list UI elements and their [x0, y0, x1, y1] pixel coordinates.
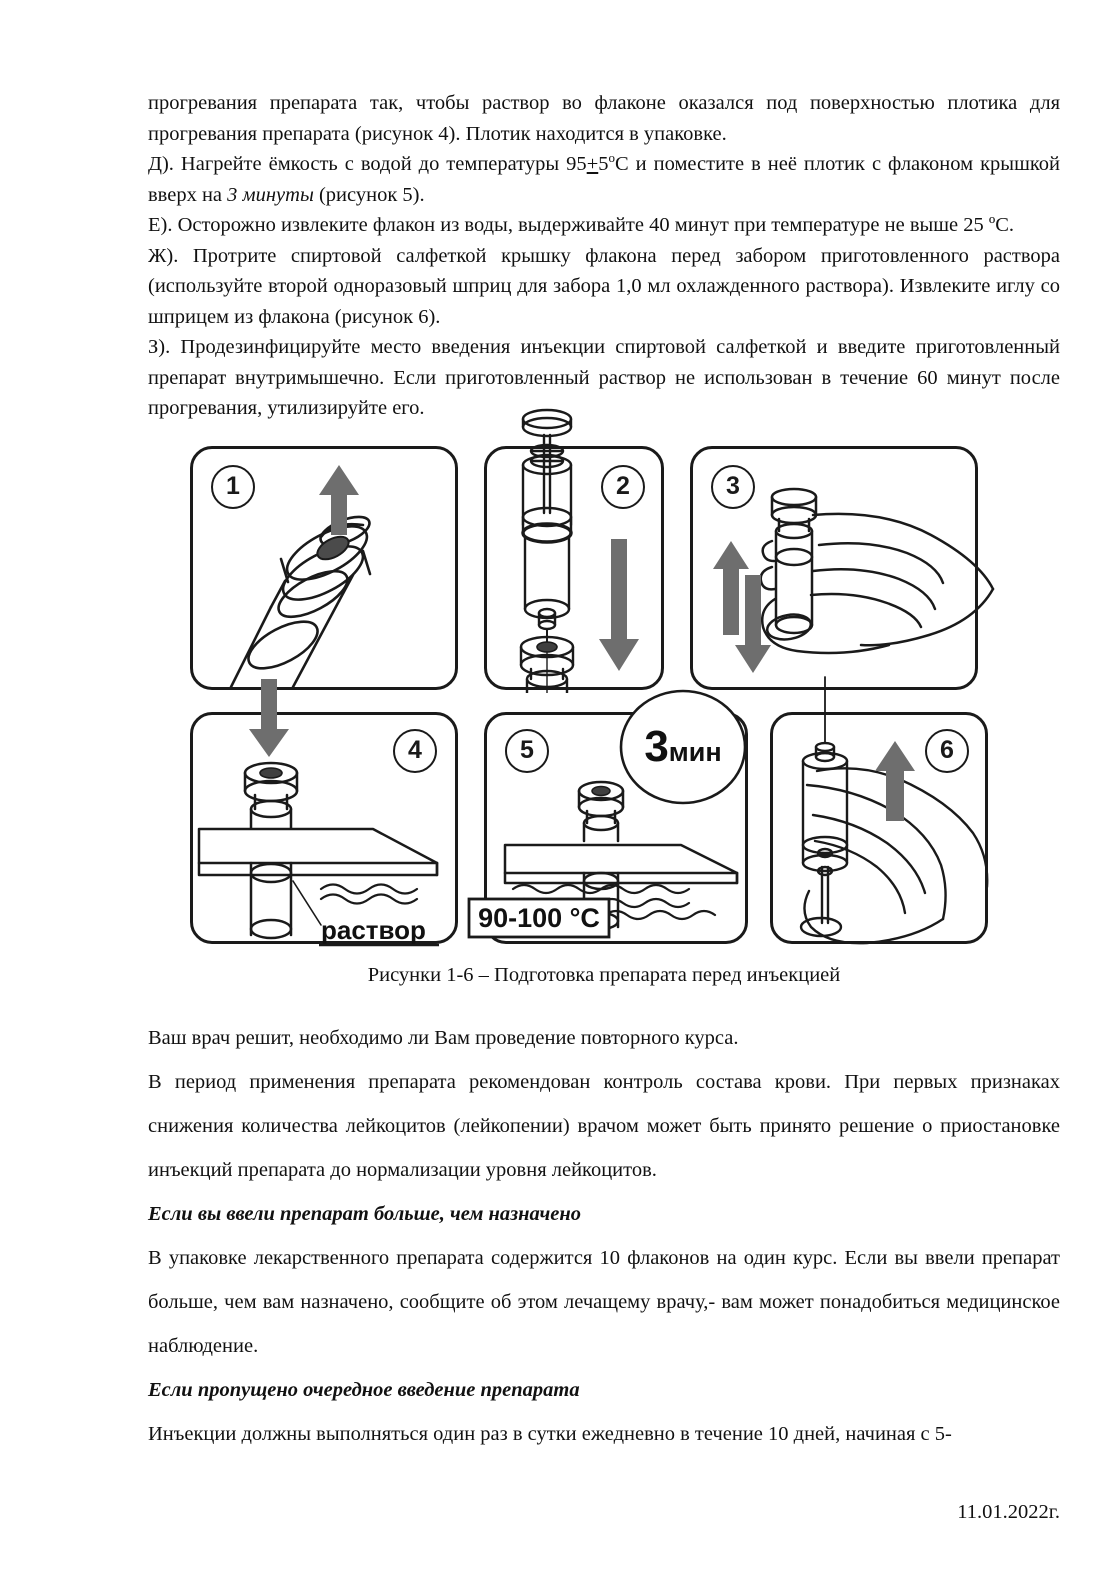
- figure-row-top: [190, 446, 1010, 690]
- degree-mark: о: [608, 150, 615, 166]
- figure-row-bottom: [190, 712, 1010, 944]
- paragraph-doctor: Ваш врач решит, необходимо ли Вам проведение повторного курса.: [148, 1026, 739, 1049]
- panel-5-illustration: [465, 675, 765, 947]
- figure-panel-3: [690, 446, 978, 690]
- arrow-down-icon: [599, 539, 639, 671]
- paragraph-d-prefix: Д). Нагрейте ёмкость с водой до температуры 95: [148, 153, 587, 175]
- arrow-down-icon: [249, 679, 289, 757]
- time-value: 3: [644, 721, 669, 771]
- arrow-down-icon: [735, 575, 771, 673]
- paragraph-continuation: прогревания препарата так, чтобы раствор во флаконе оказался под поверхностью плотика для прогревания препарата (рисунок 4). Плотик находится в упаковке.: [148, 92, 1060, 145]
- panel-number-3: 3: [711, 465, 755, 509]
- panel-number-1: 1: [211, 465, 255, 509]
- figure-panel-5: [478, 712, 748, 944]
- figure-panel-2: [484, 446, 664, 690]
- figure-panel-4: [190, 712, 458, 944]
- panel-4-illustration: [193, 677, 461, 947]
- figure-panel-6: [770, 712, 988, 944]
- paragraph-d-unit: С и поместите в неё плотик с флаконом крышкой вверх на: [148, 153, 1061, 206]
- figure-caption: Рисунки 1-6 – Подготовка препарата перед инъекцией: [367, 963, 841, 986]
- panel-number-5: 5: [505, 729, 549, 773]
- heading-missed-dose: Если пропущено очередное введение препарата: [148, 1378, 580, 1401]
- paragraph-d-suffix: (рисунок 5).: [313, 183, 425, 206]
- panel-6-illustration: [773, 675, 1023, 947]
- paragraph-overdose: В упаковке лекарственного препарата содержится 10 флаконов на один курс. Если вы ввели препарат больше, чем вам назначено, сообщите об этом лечащему врачу,- вам может понадобиться медицинское наблюдение.: [148, 1246, 1060, 1357]
- time-unit: мин: [668, 736, 722, 767]
- paragraph-blood-control: В период применения препарата рекомендован контроль состава крови. При первых признаках снижения количества лейкоцитов (лейкопении) врачом может быть принято решение о приостановке инъекций препарата до нормализации уровня лейкоцитов.: [148, 1070, 1060, 1181]
- paragraph-e: Е). Осторожно извлеките флакон из воды, выдерживайте 40 минут при температуре не выше 25 ºС.: [148, 214, 1015, 236]
- plus-minus-sign: +: [586, 153, 599, 175]
- panel-number-2: 2: [601, 465, 645, 509]
- arrow-up-icon: [713, 541, 749, 635]
- instruction-figure: [190, 446, 1010, 944]
- panel-number-4: 4: [393, 729, 437, 773]
- footer-date: 11.01.2022г.: [957, 1501, 1060, 1523]
- paragraph-d-italic: 3 минуты: [227, 183, 314, 206]
- paragraph-d-mid: 5: [598, 153, 609, 175]
- panel-2-illustration: [487, 403, 667, 693]
- solution-label: раствор: [321, 914, 426, 945]
- paragraph-z: З). Продезинфицируйте место введения инъекции спиртовой салфеткой и введите приготовленный препарат внутримышечно. Если приготовленный раствор не использован в течение 60 минут после прогревания, утилизируйте его.: [148, 336, 1060, 419]
- paragraph-d: [148, 149, 1060, 210]
- arrow-up-icon: [875, 741, 915, 821]
- paragraph-missed-dose: Инъекции должны выполняться один раз в сутки ежедневно в течение 10 дней, начиная с 5-: [148, 1422, 952, 1445]
- heading-overdose: Если вы ввели препарат больше, чем назначено: [148, 1202, 582, 1225]
- temperature-label: 90-100 °C: [478, 902, 600, 933]
- panel-number-6: 6: [925, 729, 969, 773]
- figure-panel-1: [190, 446, 458, 690]
- paragraph-zh: Ж). Протрите спиртовой салфеткой крышку флакона перед забором приготовленного раствора (используйте второй одноразовый шприц для забора 1,0 мл охлажденного раствора). Извлеките иглу со шприцем из флакона (рисунок 6).: [148, 244, 1060, 328]
